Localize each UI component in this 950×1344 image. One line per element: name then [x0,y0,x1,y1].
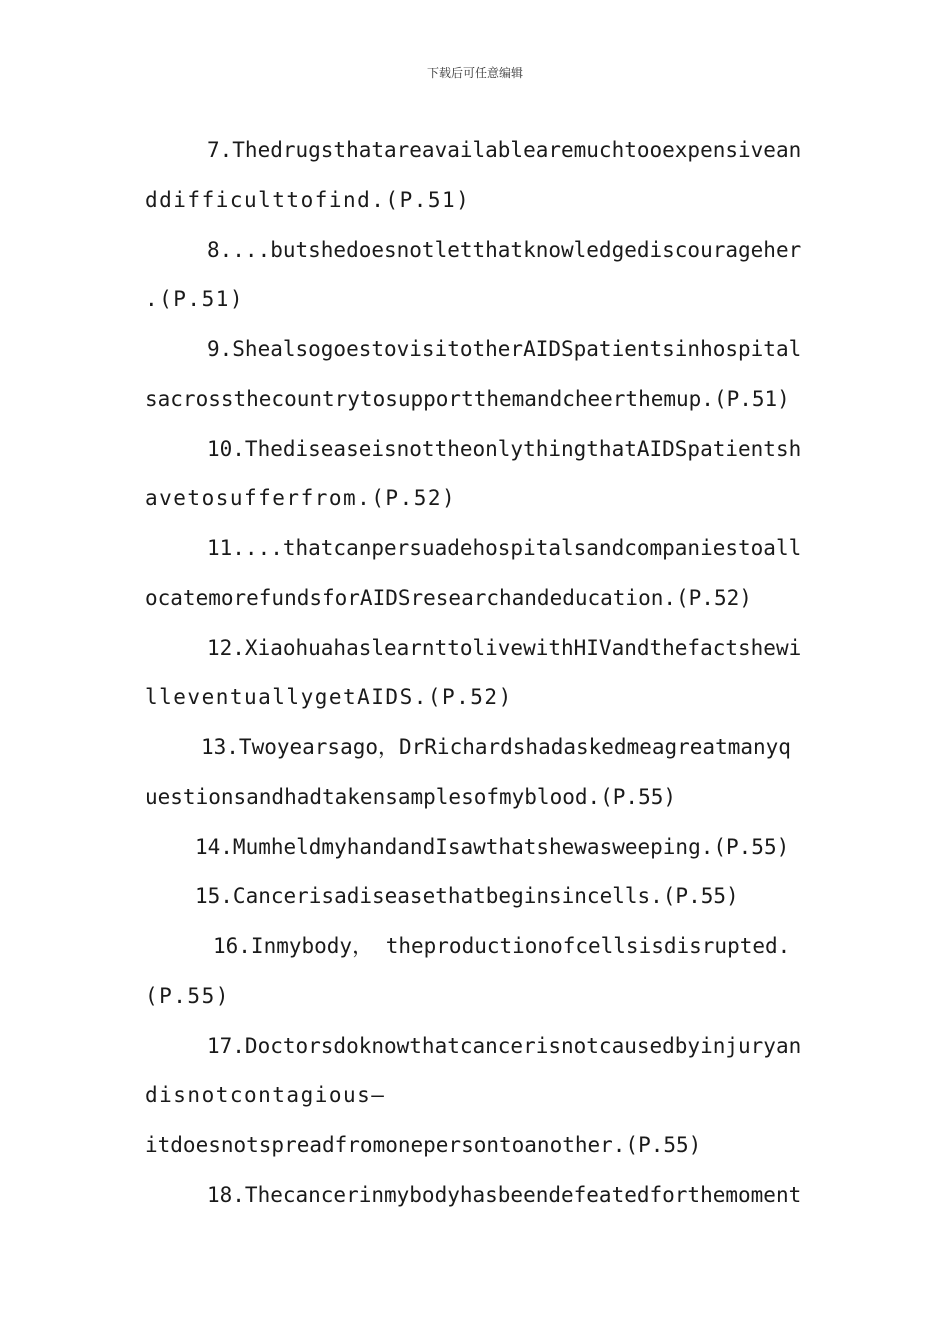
sentence-16-line-1: 16.Inmybody， theproductionofcellsisdisrupted. [213,934,791,958]
sentence-7-line-2: ddifficulttofind.(P.51) [145,188,471,212]
sentence-12-line-2: lleventuallygetAIDS.(P.52) [145,685,513,709]
sentence-8-line-2: .(P.51) [145,287,245,311]
sentence-15-line-1: 15.Cancerisadiseasethatbeginsincells.(P.55) [195,884,739,908]
sentence-11-line-2: ocatemorefundsforAIDSresearchandeducation.(P.52) [145,586,752,610]
sentence-18-line-1: 18.Thecancerinmybodyhasbeendefeatedforthemoment [207,1183,802,1207]
sentence-9-line-2: sacrossthecountrytosupportthemandcheerthemup.(P.51) [145,387,790,411]
sentence-13-line-2: uestionsandhadtakensamplesofmyblood.(P.55) [145,785,677,809]
sentence-8-line-1: 8....butshedoesnotletthatknowledgediscourageher [207,238,802,262]
sentence-7-line-1: 7.Thedrugsthatareavailablearemuchtooexpensivean [207,138,802,162]
sentence-9-line-1: 9.ShealsogoestovisitotherAIDSpatientsinhospital [207,337,802,361]
sentence-16-line-2: (P.55) [145,984,230,1008]
sentence-12-line-1: 12.XiaohuahaslearnttolivewithHIVandthefactshewi [207,636,802,660]
sentence-14-line-1: 14.MumheldmyhandandIsawthatshewasweeping.(P.55) [195,835,790,859]
page-header: 下载后可任意编辑 [426,66,523,80]
sentence-17-line-1: 17.Doctorsdoknowthatcancerisnotcausedbyinjuryan [207,1034,802,1058]
sentence-17-line-2: disnotcontagious— [145,1083,386,1107]
sentence-17-line-3: itdoesnotspreadfromonepersontoanother.(P.55) [145,1133,702,1157]
sentence-13-line-1: 13.Twoyearsago，DrRichardshadaskedmeagreatmanyq [201,735,791,759]
sentence-11-line-1: 11....thatcanpersuadehospitalsandcompaniestoall [207,536,802,560]
sentence-10-line-1: 10.ThediseaseisnottheonlythingthatAIDSpatientsh [207,437,802,461]
sentence-10-line-2: avetosufferfrom.(P.52) [145,486,457,510]
